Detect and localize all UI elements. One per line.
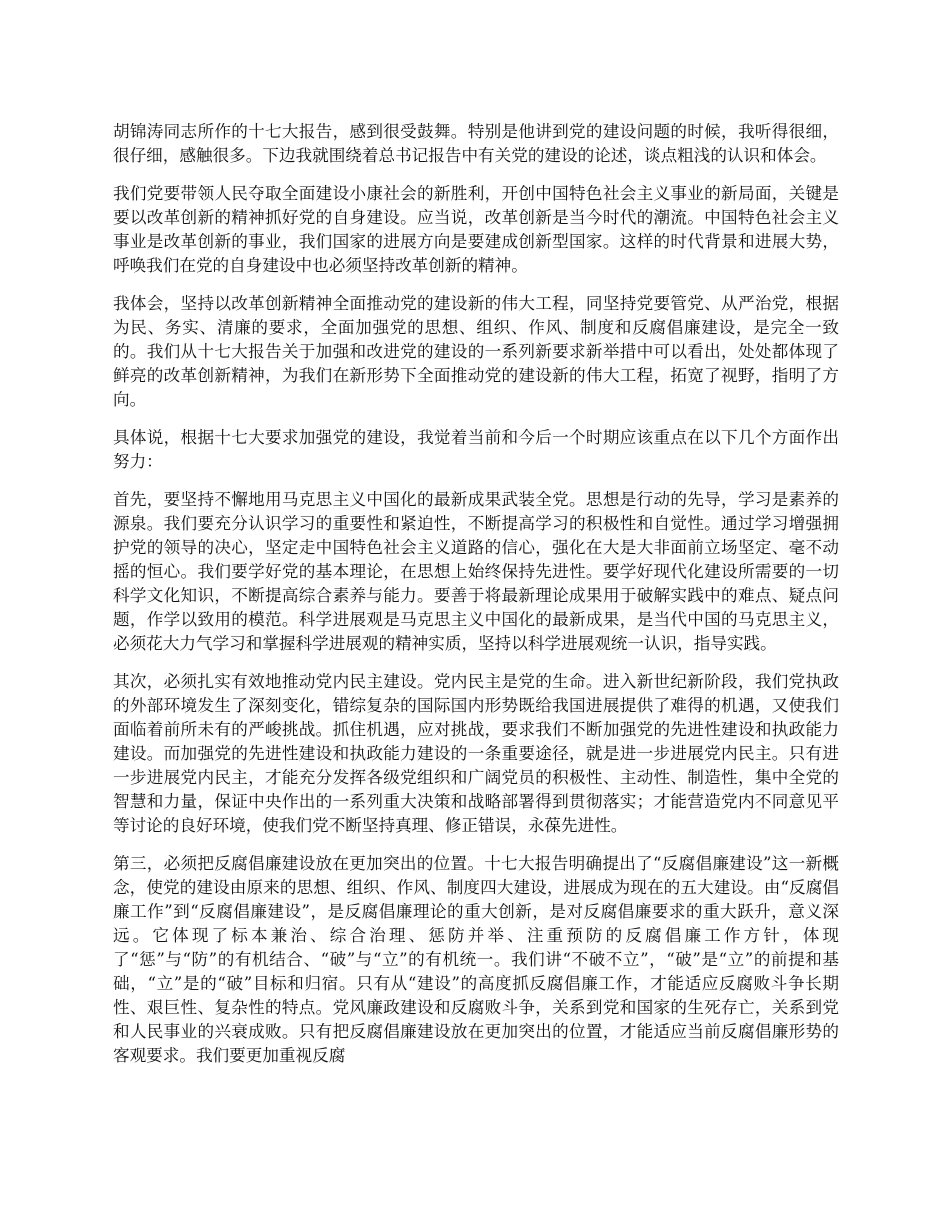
document-page — [113, 120, 839, 1082]
paragraph-understanding: 我体会，坚持以改革创新精神全面推动党的建设新的伟大工程，同坚持党要管党、从严治党，根据为民、务实、清廉的要求，全面加强党的思想、组织、作风、制度和反腐倡廉建设，是完全一致的。我们从十七大报告关于加强和改进党的建设的一系列新要求新举措中可以看出，处处都体现了鲜亮的改革创新精神，为我们在新形势下全面推动党的建设新的伟大工程，拓宽了视野，指明了方向。 — [113, 294, 839, 409]
paragraph-focus-areas: 具体说，根据十七大要求加强党的建设，我觉着当前和今后一个时期应该重点在以下几个方面作出努力： — [113, 428, 839, 471]
paragraph-third-point: 第三，必须把反腐倡廉建设放在更加突出的位置。十七大报告明确提出了“反腐倡廉建设”这一新概念，使党的建设由原来的思想、组织、作风、制度四大建设，进展成为现在的五大建设。由“反腐倡廉工作”到“反腐倡廉建设”，是反腐倡廉理论的重大创新，是对反腐倡廉要求的重大跃升，意义深远。它体现了标本兼治、综合治理、惩防并举、注重预防的反腐倡廉工作方针，体现了“惩”与“防”的有机结合、“破”与“立”的有机统一。我们讲“不破不立”，“破”是“立”的前提和基础，“立”是的“破”目标和归宿。只有从“建设”的高度抓反腐倡廉工作，才能适应反腐败斗争长期性、艰巨性、复杂性的特点。党风廉政建设和反腐败斗争，关系到党和国家的生死存亡，关系到党和人民事业的兴衰成败。只有把反腐倡廉建设放在更加突出的位置，才能适应当前反腐倡廉形势的客观要求。我们要更加重视反腐 — [113, 854, 839, 1065]
paragraph-first-point: 首先，要坚持不懈地用马克思主义中国化的最新成果武装全党。思想是行动的先导，学习是素养的源泉。我们要充分认识学习的重要性和紧迫性，不断提高学习的积极性和自觉性。通过学习增强拥护党的领导的决心，坚定走中国特色社会主义道路的信心，强化在大是大非面前立场坚定、毫不动摇的恒心。我们要学好党的基本理论，在思想上始终保持先进性。要学好现代化建设所需要的一切科学文化知识，不断提高综合素养与能力。要善于将最新理论成果用于破解实践中的难点、疑点问题，作学以致用的模范。科学进展观是马克思主义中国化的最新成果，是当代中国的马克思主义，必须花大力气学习和掌握科学进展观的精神实质，坚持以科学进展观统一认识，指导实践。 — [113, 490, 839, 653]
paragraph-second-point: 其次，必须扎实有效地推动党内民主建设。党内民主是党的生命。进入新世纪新阶段，我们党执政的外部环境发生了深刻变化，错综复杂的国际国内形势既给我国进展提供了难得的机遇，又使我们面临着前所未有的严峻挑战。抓住机遇，应对挑战，要求我们不断加强党的先进性建设和执政能力建设。而加强党的先进性建设和执政能力建设的一条重要途径，就是进一步进展党内民主。只有进一步进展党内民主，才能充分发挥各级党组织和广阔党员的积极性、主动性、制造性，集中全党的智慧和力量，保证中央作出的一系列重大决策和战略部署得到贯彻落实；才能营造党内不同意见平等讨论的良好环境，使我们党不断坚持真理、修正错误，永葆先进性。 — [113, 672, 839, 835]
paragraph-reform-innovation: 我们党要带领人民夺取全面建设小康社会的新胜利，开创中国特色社会主义事业的新局面，关键是要以改革创新的精神抓好党的自身建设。应当说，改革创新是当今时代的潮流。中国特色社会主义事业是改革创新的事业，我们国家的进展方向是要建成创新型国家。这样的时代背景和进展大势，呼唤我们在党的自身建设中也必须坚持改革创新的精神。 — [113, 184, 839, 275]
paragraph-intro: 胡锦涛同志所作的十七大报告，感到很受鼓舞。特别是他讲到党的建设问题的时候，我听得很细，很仔细，感触很多。下边我就围绕着总书记报告中有关党的建设的论述，谈点粗浅的认识和体会。 — [113, 122, 839, 165]
